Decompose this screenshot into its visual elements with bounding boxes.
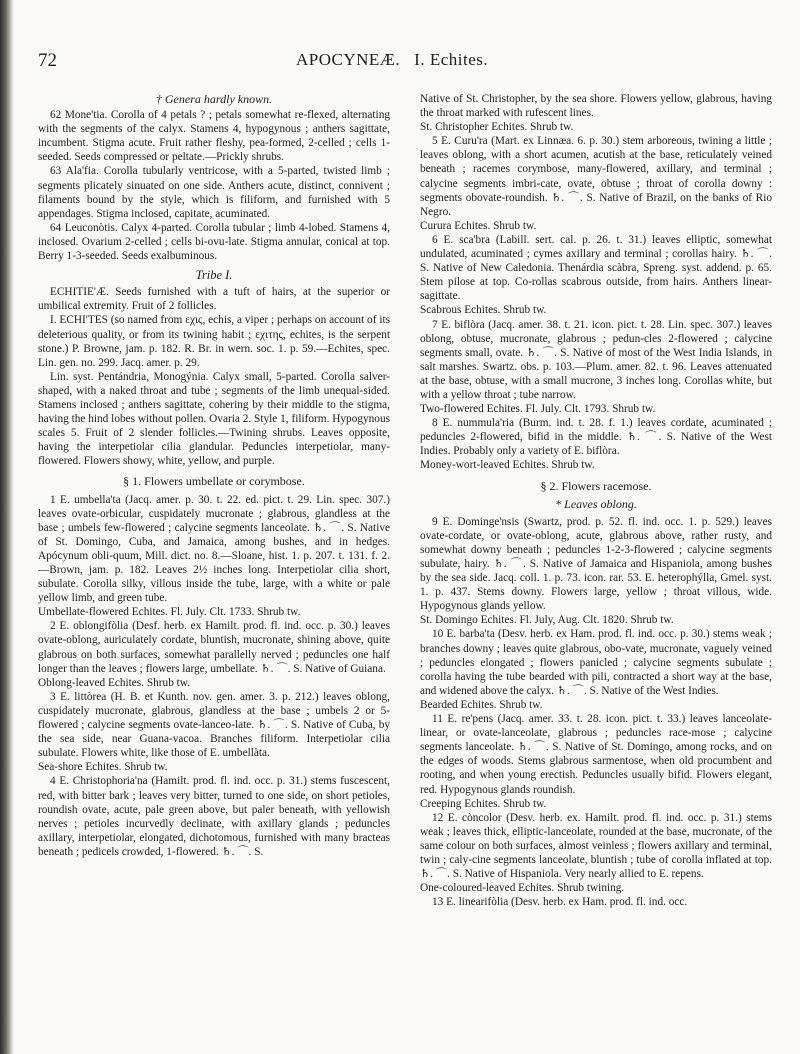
species-common-name: Two-flowered Echites. Fl. July. Clt. 1793. Shrub tw. (420, 403, 656, 416)
species-entry: 7 E. biflòra (Jacq. amer. 38. t. 21. icon. pict. t. 28. Lin. spec. 307.) leaves oblong, obtuse, mucronate, glabrous ; pedun-cles 2-flowered ; calycine segments small, ovate. ♄. ⌒. S. Native of most of the West India Islands, in salt marshes. Swartz. obs. p. 103.—Plum. amer. 82. t. 96. Leaves attenuated at the base, obtuse, with a small mucrone, 3 inches long. Corollas white, but with a yellow throat ; tube narrow. (420, 318, 772, 401)
species-entry-continued: Native of St. Christopher, by the sea shore. Flowers yellow, glabrous, having the throat marked with rufescent lines. (420, 93, 772, 120)
species-entry: 9 E. Dominge'nsis (Swartz, prod. p. 52. fl. ind. occ. 1. p. 529.) leaves ovate-cordate, or ovate-oblong, acute, glabrous above, rather rusty, and somewhat downy beneath ; peduncles 1-2-3-flowered ; calycine segments subulate, hairy. ♄. ⌒. S. Native of Jamaica and Hispaniola, among bushes by the sea side. Jacq. coll. 1. p. 73. icon. rar. 53. E. heterophýlla, Gmel. syst. 1. p. 437. Stems downy. Flowers large, yellow ; throat villous, wide. Hypogynous glands yellow. (420, 515, 772, 613)
species-common-name: Curura Echites. Shrub tw. (420, 219, 537, 232)
page-header (38, 50, 780, 76)
species-entry: 13 E. linearifòlia (Desv. herb. ex Ham. prod. fl. ind. occ. (432, 896, 688, 909)
species-common-name: Money-wort-leaved Echites. Shrub tw. (420, 459, 595, 472)
species-common-name: St. Christopher Echites. Shrub tw. (420, 121, 574, 134)
species-common-name: Oblong-leaved Echites. Shrub tw. (38, 676, 191, 689)
section-heading-umbellate: § 1. Flowers umbellate or corymbose. (123, 474, 305, 489)
species-common-name: Umbellate-flowered Echites. Fl. July. Clt. 1733. Shrub tw. (38, 606, 301, 619)
species-entry: 11 E. re'pens (Jacq. amer. 33. t. 28. icon. pict. t. 33.) leaves lanceolate-linear, or ovate-lanceolate, glabrous ; peduncles race-mose ; calycine segments lanceolate. ♄. ⌒. S. Native of St. Domingo, among rocks, and on the edges of woods. Stems glabrous sarmentose, when old procumbent and rooting, and when young erectish. Peduncles usually bifid. Flowers elegant, red. Hypogynous glands roundish. (420, 713, 772, 796)
species-entry: 10 E. barba'ta (Desv. herb. ex Ham. prod. fl. ind. occ. p. 30.) stems weak ; branches downy ; leaves quite glabrous, obo-vate, mucronate, vaguely veined ; peduncles elongated ; flowers panicled ; calycine segments subulate ; corolla having the tube bearded with pili, contracted a short way at the base, and widened above the calyx. ♄. ⌒. S. Native of the West Indies. (420, 628, 772, 697)
left-column (38, 92, 390, 859)
tribe-description: ECHITIE'Æ. Seeds furnished with a tuft of hairs, at the superior or umbilical extremity. Fruit of 2 follicles. (38, 286, 390, 313)
species-entry: 4 E. Christophoria'na (Hamilt. prod. fl. ind. occ. p. 31.) stems fuscescent, red, with bitter bark ; leaves very bitter, turned to one side, on short petioles, roundish ovate, acute, pale green above, but paler beneath, with yellowish nerves ; petioles incurvedly declinate, with axillary glands ; peduncles axillary, interpetiolar, elongated, dichotomous, furnished with many bracteas beneath ; pedicels crowded, 1-flowered. ♄. ⌒. S. (38, 775, 390, 858)
section-heading-racemose: § 2. Flowers racemose. (540, 478, 652, 493)
genus-entry-leuconotis: 64 Leuconòtis. Calyx 4-parted. Corolla tubular ; limb 4-lobed. Stamens 4, inclosed. Ovarium 2-celled ; cells bi-ovu-late. Stigma annular, conical at top. Berry 1-3-seeded. Seeds exalbuminous. (38, 221, 390, 263)
species-entry: 2 E. oblongifòlia (Desf. herb. ex Hamilt. prod. fl. ind. occ. p. 30.) leaves ovate-oblong, auriculately cordate, bluntish, mucronate, shining above, quite glabrous on both surfaces, somewhat parallelly nerved ; peduncles one half longer than the leaves ; flowers large, umbellate. ♄. ⌒. S. Native of Guiana. (38, 620, 390, 675)
genera-heading: † Genera hardly known. (155, 92, 273, 106)
species-common-name: Bearded Echites. Shrub tw. (420, 698, 543, 711)
right-column (420, 92, 772, 909)
species-common-name: One-coloured-leaved Echites. Shrub twining. (420, 882, 625, 895)
species-common-name: Scabrous Echites. Shrub tw. (420, 304, 547, 317)
species-entry: 6 E. sca'bra (Labill. sert. cal. p. 26. t. 31.) leaves elliptic, somewhat undulated, acuminated ; cymes axillary and terminal ; corollas hairy. ♄. ⌒. S. Native of New Caledonia. Thenárdia scàbra, Spreng. syst. addend. p. 65. Stem pilose at top. Co-rollas scabrous outside, from hairs. Anthers linear-sagittate. (420, 233, 772, 303)
species-entry: 8 E. nummula'ria (Burm. ind. t. 28. f. 1.) leaves cordate, acuminated ; peduncles 2-flowered, bifid in the middle. ♄. ⌒. S. Native of the West Indies. Probably only a variety of E. biflòra. (420, 417, 772, 458)
species-entry: 3 E. littòrea (H. B. et Kunth. nov. gen. amer. 3. p. 212.) leaves oblong, cuspidately mucronate, glabrous, glandless at the base ; umbels 2 or 5-flowered ; calycine segments ovate-lanceo-late. ♄. ⌒. S. Native of Cuba, by the sea side, near Guana-vacoa. Branches filiform. Interpetiolar cilia subulate. Flowers white, like those of E. umbellàta. (38, 690, 390, 760)
species-common-name: Creeping Echites. Shrub tw. (420, 797, 547, 810)
genus-entry-monetia: 62 Mone'tia. Corolla of 4 petals ? ; petals somewhat re-flexed, alternating with the segments of the calyx. Stamens 4, hypogynous ; anthers sagittate, incumbent. Stigma acute. Fruit rather fleshy, pea-formed, 2-celled ; cells 1-seeded. Seeds compressed or peltate.—Prickly shrubs. (38, 109, 390, 164)
species-common-name: Sea-shore Echites. Shrub tw. (38, 761, 168, 774)
genus-description-echites: I. ECHI'TES (so named from εχις, echis, a viper ; perhaps on account of its deleterious quality, or from its twining habit ; εχιτης, echites, is the serpent stone.) P. Browne, jam. p. 182. R. Br. in wern. soc. 1. p. 59.—Echites, spec. Lin. gen. no. 299. Jacq. amer. p. 29. (38, 314, 390, 369)
tribe-heading: Tribe I. (195, 268, 233, 283)
running-head-genus: I. Echites. (414, 50, 489, 69)
running-head-family: APOCYNEÆ. (296, 50, 401, 69)
page-number: 72 (38, 50, 57, 71)
species-entry: 5 E. Curu'ra (Mart. ex Linnæa. 6. p. 30.) stem arboreous, twining a little ; leaves oblong, with a short acumen, acutish at the base, reticulately veined beneath ; racemes corymbose, many-flowered, axillary, and terminal ; calycine segments imbri-cate, ovate, obtuse ; throat of corolla downy : segments obovate-roundish. ♄. ⌒. S. Native of Brazil, on the banks of Rio Negro. (420, 135, 772, 218)
linnaean-system-description: Lin. syst. Pentándria, Monogýnia. Calyx small, 5-parted. Corolla salver-shaped, with a naked throat and tube ; segments of the limb unequal-sided. Stamens inclosed ; anthers sagittate, cohering by their middle to the stigma, having the hind lobes without pollen. Ovaria 2. Style 1, filiform. Hypogynous scales 5. Fruit of 2 slender follicles.—Twining shrubs. Leaves opposite, having the interpetiolar cilia glandular. Peduncles interpetiolar, many-flowered. Flowers showy, white, yellow, and purple. (38, 370, 390, 468)
page-gutter-shadow (0, 0, 14, 1054)
species-common-name: St. Domingo Echites. Fl. July, Aug. Clt. 1820. Shrub tw. (420, 614, 674, 627)
subsection-heading-leaves-oblong: * Leaves oblong. (555, 496, 637, 511)
species-entry: 1 E. umbella'ta (Jacq. amer. p. 30. t. 22. ed. pict. t. 29. Lin. spec. 307.) leaves ovate-orbicular, cuspidately mucronate ; glabrous, glandless at the base ; umbels few-flowered ; calycine segments lanceolate. ♄. ⌒. S. Native of St. Domingo, Cuba, and Jamaica, among bushes, and in hedges. Apócynum obli-quum, Mill. dict. no. 8.—Sloane, hist. 1. p. 207. t. 131. f. 2. —Brown, jam. p. 182. Leaves 2½ inches long. Interpetiolar cilia short, subulate. Corolla silky, villous inside the tube, large, with a white or pale yellow limb, and green tube. (38, 493, 390, 605)
genus-entry-alafia: 63 Ala'fia. Corolla tubularly ventricose, with a 5-parted, twisted limb ; segments plicately sinuated on one side. Anthers acute, distinct, connivent ; filaments bound by the style, which is filiform, and furnished with 5 appendages. Stigma inclosed, capitate, acuminated. (38, 165, 390, 220)
running-head (296, 50, 488, 70)
species-entry: 12 E. còncolor (Desv. herb. ex. Hamilt. prod. fl. ind. occ. p. 31.) stems weak ; leaves thick, elliptic-lanceolate, rounded at the base, mucronate, of the same colour on both surfaces, almost veinless ; flowers axillary and terminal, twin ; caly-cine segments lanceolate, bluntish ; tube of corolla inflated at top. ♄. ⌒. S. Native of Hispaniola. Very nearly allied to E. repens. (420, 811, 772, 881)
